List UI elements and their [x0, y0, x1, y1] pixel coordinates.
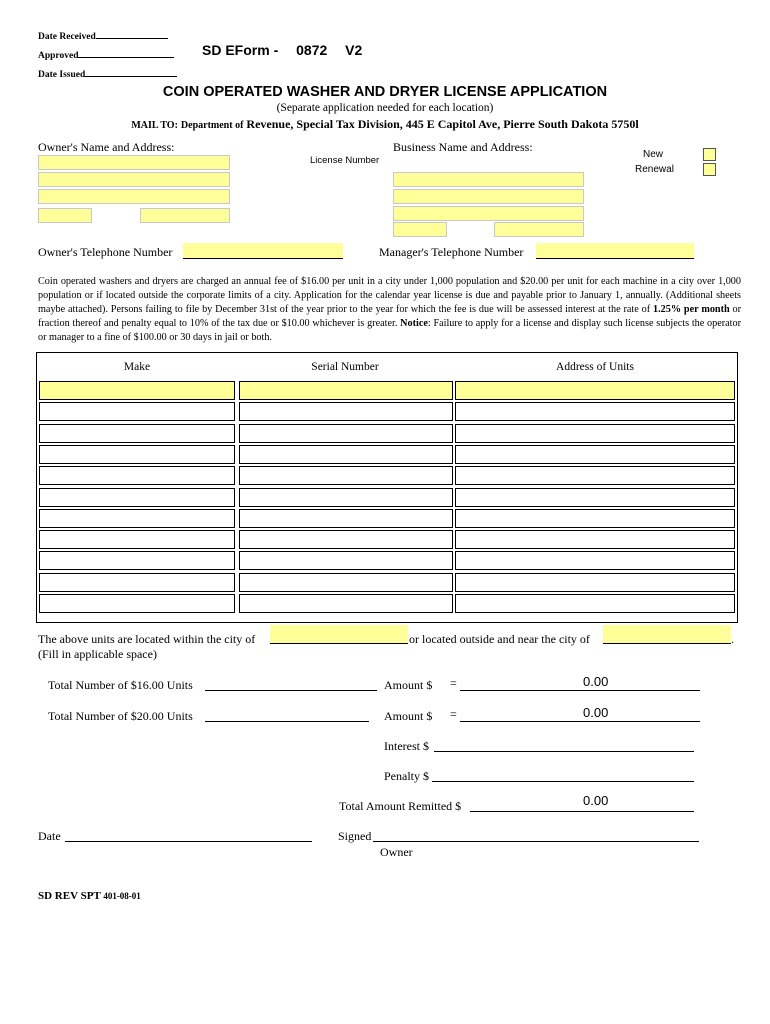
table-cell-address[interactable]	[455, 381, 735, 400]
owner-address-line-1[interactable]	[38, 172, 230, 187]
business-zip-field[interactable]	[494, 222, 584, 237]
location-within-label: The above units are located within the city of	[38, 632, 256, 646]
manager-phone-label: Manager's Telephone Number	[379, 245, 524, 259]
page-title: COIN OPERATED WASHER AND DRYER LICENSE APPLICATION	[162, 84, 608, 100]
fee-paragraph	[38, 275, 741, 345]
new-label: New	[643, 149, 664, 160]
date-received-line[interactable]	[96, 28, 168, 39]
total-remitted-value: 0.00	[583, 793, 609, 808]
table-cell-address[interactable]	[455, 402, 735, 421]
table-cell-address[interactable]	[455, 594, 735, 613]
footer-number: 401-08-01	[103, 891, 141, 901]
manager-phone-row	[379, 245, 523, 260]
table-cell-address[interactable]	[455, 445, 735, 464]
fee-text-1: Coin operated washers and dryers are charged an annual fee of $16.00 per unit in a city under 1,000 population and $20.00 per unit for each machine in a city over 1,000 population or if located outside the corporate limits of a city. Application for the calendar year license is due and payable prior to January 1, annually. (Additional sheets maybe attached). Persons failing to file by December 31st of the year prior to the year for which the fee is due will be assessed interest at the rate of	[38, 276, 741, 315]
amount-16-value: 0.00	[583, 674, 609, 689]
table-cell-address[interactable]	[455, 488, 735, 507]
business-label: Business Name and Address:	[393, 140, 533, 154]
table-cell-address[interactable]	[455, 424, 735, 443]
owner-phone-field[interactable]	[183, 243, 343, 259]
eform-label: SD EForm -	[202, 42, 279, 58]
date-issued-line[interactable]	[85, 66, 177, 77]
approved-row	[38, 47, 174, 61]
table-cell-make[interactable]	[39, 551, 235, 570]
owner-phone-row	[38, 245, 172, 260]
form-version: V2	[345, 42, 363, 58]
col-header-address: Address of Units	[556, 361, 634, 373]
renewal-checkbox[interactable]	[703, 163, 716, 176]
amount-20-value: 0.00	[583, 705, 609, 720]
mail-to-line	[0, 117, 770, 132]
business-name-field[interactable]	[393, 172, 584, 187]
interest-label: Interest $	[384, 739, 429, 753]
amount-16-equals: =	[450, 676, 457, 690]
table-cell-serial[interactable]	[239, 594, 453, 613]
table-cell-make[interactable]	[39, 509, 235, 528]
table-cell-serial[interactable]	[239, 530, 453, 549]
date-label: Date	[38, 829, 61, 843]
table-cell-address[interactable]	[455, 573, 735, 592]
total-16-label: Total Number of $16.00 Units	[48, 678, 193, 692]
table-cell-serial[interactable]	[239, 381, 453, 400]
license-number-label: License Number	[310, 155, 380, 166]
business-address-line-2[interactable]	[393, 206, 584, 221]
date-received-label: Date Received	[38, 32, 96, 42]
date-issued-label: Date Issued	[38, 70, 86, 80]
table-cell-address[interactable]	[455, 551, 735, 570]
table-cell-serial[interactable]	[239, 402, 453, 421]
total-remitted-label: Total Amount Remitted $	[339, 799, 462, 813]
table-cell-make[interactable]	[39, 402, 235, 421]
table-cell-serial[interactable]	[239, 445, 453, 464]
table-cell-make[interactable]	[39, 466, 235, 485]
table-cell-make[interactable]	[39, 594, 235, 613]
owner-state-field[interactable]	[38, 208, 92, 223]
location-outside-label: or located outside and near the city of	[409, 632, 590, 646]
mail-to-small: Department of	[180, 120, 244, 131]
owner-label: Owner's Name and Address:	[38, 140, 175, 154]
table-cell-make[interactable]	[39, 445, 235, 464]
notice-label: Notice	[400, 318, 428, 329]
fee-text-2: or fraction thereof and penalty equal to 10% of the tax due or $10.00 whichever is greater.	[38, 304, 742, 329]
table-cell-serial[interactable]	[239, 551, 453, 570]
city-outside-field[interactable]	[603, 625, 731, 644]
fill-note: (Fill in applicable space)	[38, 647, 157, 661]
table-cell-make[interactable]	[39, 530, 235, 549]
new-checkbox[interactable]	[703, 148, 716, 161]
location-row	[38, 632, 255, 647]
date-field[interactable]	[65, 831, 312, 842]
amount-16-label: Amount $	[384, 678, 433, 692]
owner-address-line-2[interactable]	[38, 189, 230, 204]
mail-to-address: Revenue, Special Tax Division, 445 E Capitol Ave, Pierre South Dakota 5750l	[246, 117, 639, 131]
table-cell-serial[interactable]	[239, 466, 453, 485]
total-20-field[interactable]	[205, 711, 369, 722]
renewal-label: Renewal	[635, 164, 674, 175]
table-cell-make[interactable]	[39, 424, 235, 443]
table-cell-make[interactable]	[39, 381, 235, 400]
table-cell-serial[interactable]	[239, 573, 453, 592]
business-state-field[interactable]	[393, 222, 447, 237]
footer-code: SD REV SPT	[38, 890, 101, 902]
table-cell-serial[interactable]	[239, 488, 453, 507]
mail-to-prefix: MAIL TO:	[131, 120, 178, 131]
notice-text: : Failure to apply for a license and display such license subjects the operator or manager to a fine of $100.00 or 30 days in jail or both.	[38, 318, 741, 343]
signed-label: Signed	[338, 829, 372, 843]
total-16-field[interactable]	[205, 680, 377, 691]
units-table	[36, 352, 738, 623]
owner-zip-field[interactable]	[140, 208, 230, 223]
manager-phone-field[interactable]	[536, 243, 694, 259]
signature-field[interactable]	[373, 831, 699, 842]
form-number: 0872	[296, 42, 328, 58]
col-header-serial: Serial Number	[311, 361, 379, 373]
table-cell-make[interactable]	[39, 488, 235, 507]
business-address-line-1[interactable]	[393, 189, 584, 204]
owner-phone-label: Owner's Telephone Number	[38, 245, 173, 259]
interest-field[interactable]	[434, 741, 694, 752]
table-cell-address[interactable]	[455, 530, 735, 549]
approved-line[interactable]	[78, 47, 174, 58]
date-received-row	[38, 28, 168, 42]
city-within-field[interactable]	[270, 625, 408, 644]
amount-20-label: Amount $	[384, 709, 433, 723]
table-cell-serial[interactable]	[239, 509, 453, 528]
table-cell-serial[interactable]	[239, 424, 453, 443]
interest-rate: 1.25% per month	[653, 304, 730, 315]
table-cell-make[interactable]	[39, 573, 235, 592]
amount-16-field[interactable]	[460, 680, 700, 691]
total-20-label: Total Number of $20.00 Units	[48, 709, 193, 723]
table-cell-address[interactable]	[455, 466, 735, 485]
amount-20-equals: =	[450, 707, 457, 721]
col-header-make: Make	[123, 361, 151, 373]
owner-caption: Owner	[380, 845, 413, 859]
date-issued-row	[38, 66, 177, 80]
location-period: .	[731, 632, 734, 646]
approved-label: Approved	[38, 51, 79, 61]
amount-20-field[interactable]	[460, 711, 700, 722]
footer-form-code	[38, 890, 141, 902]
owner-name-field[interactable]	[38, 155, 230, 170]
penalty-label: Penalty $	[384, 769, 429, 783]
table-cell-address[interactable]	[455, 509, 735, 528]
page-subtitle: (Separate application needed for each location)	[276, 102, 494, 114]
penalty-field[interactable]	[432, 771, 694, 782]
total-remitted-field[interactable]	[470, 801, 694, 812]
eform-id	[202, 42, 362, 58]
